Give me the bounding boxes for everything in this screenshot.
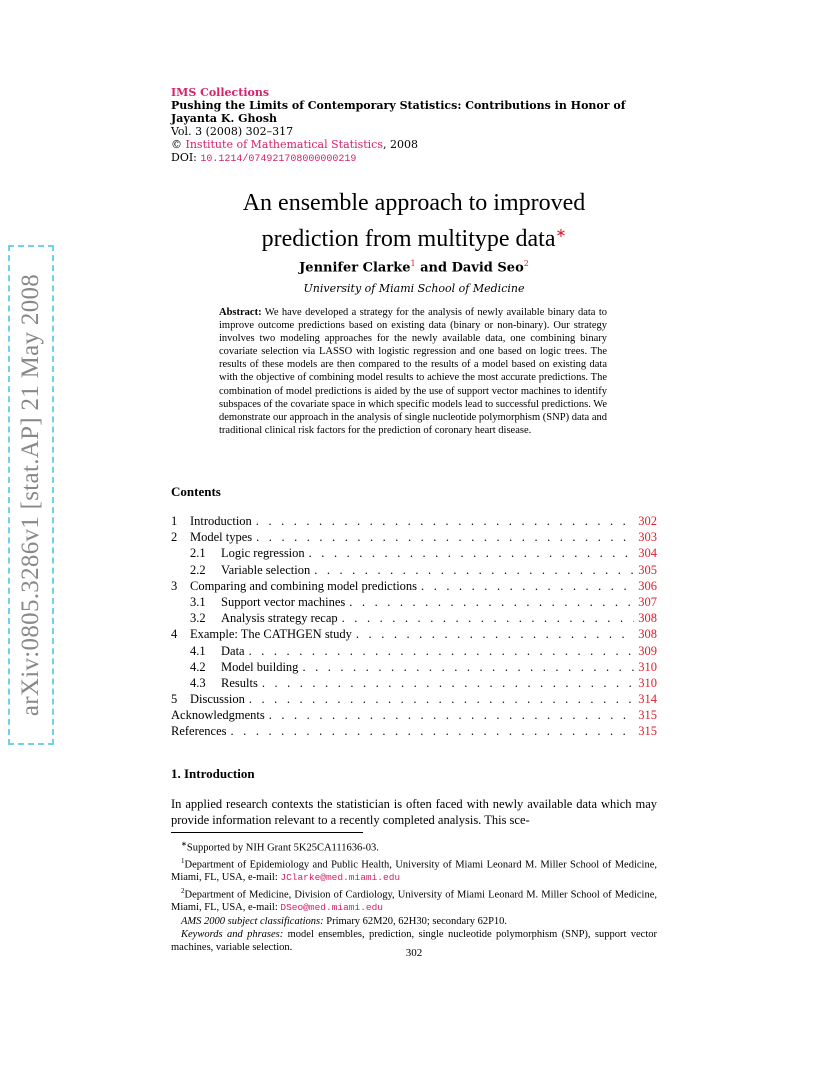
contents-heading: Contents <box>171 484 221 499</box>
toc-entry[interactable] <box>171 514 657 530</box>
toc-entry-number: 4 <box>171 627 178 642</box>
toc-entry-label[interactable]: Model building <box>221 659 299 674</box>
abstract <box>219 306 607 437</box>
introduction-text: In applied research contexts the statistician is often faced with newly available data which may provide information relevant to a recently completed analysis. This sce- <box>171 797 657 827</box>
toc-entry[interactable] <box>171 724 657 740</box>
affiliation: University of Miami School of Medicine <box>303 282 525 295</box>
toc-entry-number: 3.1 <box>190 594 206 609</box>
toc-entry[interactable] <box>171 563 657 579</box>
toc-entry[interactable] <box>171 611 657 627</box>
toc-entry-label[interactable]: Analysis strategy recap <box>221 611 338 626</box>
toc-entry-label[interactable]: Variable selection <box>221 562 311 577</box>
toc-leader-dots <box>342 611 635 626</box>
toc-entry[interactable] <box>171 708 657 724</box>
footnote-1: $^1$Department of Epidemiology and Public Health, University of Miami Leonard M. Miller School of Medicine, Miami, FL, USA, e-mail: JClarke@med.miami.edu <box>171 856 657 884</box>
author-list <box>160 259 668 275</box>
toc-entry-page-link[interactable]: 304 <box>638 546 657 561</box>
copyright-line <box>171 138 625 151</box>
email-clarke-link[interactable]: JClarke@med.miami.edu <box>280 872 401 884</box>
toc-entry-label[interactable]: Data <box>221 643 245 658</box>
toc-leader-dots <box>314 563 634 578</box>
abstract-text: We have developed a strategy for the analysis of newly available binary data to improve outcome predictions based on existing data (binary or non-binary). Our strategy involves two modeling approaches for the newly available data, one combining binary covariate selection via LASSO with logistic regression and one based on logic trees. The results of these models are then compared to the results of a model based on existing data with the objective of combining model results to achieve the most accurate predictions. The combination of model predictions is aided by the use of support vector machines to identify subspaces of the covariate space in which specific models lead to successful predictions. We demonstrate our approach in the analysis of single nucleotide polymorphism (SNP) data and traditional clinical risk factors for the prediction of coronary heart disease. <box>219 307 607 436</box>
toc-leader-dots <box>249 644 635 659</box>
toc-leader-dots <box>309 546 635 561</box>
footnote-2: $^2$Department of Medicine, Division of Cardiology, University of Miami Leonard M. Miller School of Medicine, Miami, FL, USA, e-mail: DSeo@med.miami.edu <box>171 886 657 914</box>
title-footnote-mark[interactable]: ∗ <box>555 225 567 240</box>
toc-entry-page-link[interactable]: 305 <box>638 562 657 577</box>
toc-entry-number: 2.1 <box>190 546 206 561</box>
toc-leader-dots <box>269 708 635 723</box>
toc-entry-number: 4.2 <box>190 659 206 674</box>
series-name[interactable]: IMS Collections <box>171 86 270 99</box>
toc-entry-label[interactable]: Example: The CATHGEN study <box>190 627 352 642</box>
toc-leader-dots <box>302 660 634 675</box>
toc-entry-page-link[interactable]: 302 <box>638 514 657 528</box>
toc-entry-number: 3.2 <box>190 611 206 626</box>
author-1-mark[interactable]: 1 <box>410 259 416 268</box>
toc-entry-page-link[interactable]: 307 <box>638 594 657 609</box>
toc-entry-page-link[interactable]: 303 <box>638 530 657 545</box>
book-title-line2: Jayanta K. Ghosh <box>171 112 278 125</box>
toc-entry-number: 4.3 <box>190 675 206 690</box>
ams-classification: AMS 2000 subject classifications: Primary 62M20, 62H30; secondary 62P10. <box>181 915 508 927</box>
toc-entry-page-link[interactable]: 310 <box>638 659 657 674</box>
copyright-symbol: © <box>171 138 182 151</box>
toc-entry-label[interactable]: Introduction <box>190 514 252 528</box>
title-line2: prediction from multitype data∗ <box>261 225 567 252</box>
toc-entry-page-link[interactable]: 309 <box>638 643 657 658</box>
abstract-label: Abstract: <box>219 307 262 318</box>
toc-entry-number: 3 <box>171 578 178 593</box>
journal-header <box>171 86 625 166</box>
arxiv-stamp-text: arXiv:0805.3286v1 [stat.AP] 21 May 2008 <box>17 273 44 717</box>
section-heading-introduction: 1. Introduction <box>171 766 255 781</box>
toc-entry-number: 4.1 <box>190 643 206 658</box>
toc-entry-label[interactable]: Results <box>221 675 258 690</box>
toc-entry-label[interactable]: Model types <box>190 530 253 545</box>
toc-entry-number: 5 <box>171 692 178 707</box>
paper-title <box>160 188 668 254</box>
publisher-link[interactable]: Institute of Mathematical Statistics <box>185 138 383 151</box>
doi-label: DOI: <box>171 151 201 164</box>
toc-entry-page-link[interactable]: 315 <box>638 724 657 739</box>
toc-entry-page-link[interactable]: 310 <box>638 675 657 690</box>
author-2-mark[interactable]: 2 <box>523 259 529 268</box>
toc-entry-number: 2 <box>171 530 178 545</box>
doi-link[interactable]: 10.1214/074921708000000219 <box>200 154 357 165</box>
toc-entry[interactable] <box>171 692 657 708</box>
arxiv-stamp <box>8 245 54 745</box>
toc-leader-dots <box>356 627 634 642</box>
toc-entry-label[interactable]: Logic regression <box>221 546 305 561</box>
toc-entry-label[interactable]: Acknowledgments <box>171 708 265 723</box>
email-seo-link[interactable]: DSeo@med.miami.edu <box>280 902 383 914</box>
toc-entry[interactable] <box>171 644 657 660</box>
toc-entry[interactable] <box>171 660 657 676</box>
author-2: David Seo <box>451 260 524 276</box>
toc-leader-dots <box>256 514 634 529</box>
book-title-line1: Pushing the Limits of Contemporary Statistics: Contributions in Honor of <box>171 99 626 112</box>
toc-entry-label[interactable]: Discussion <box>190 692 245 707</box>
copyright-year: , 2008 <box>382 138 418 151</box>
toc-entry-page-link[interactable]: 315 <box>638 708 657 723</box>
volume-info: Vol. 3 (2008) 302–317 <box>171 125 294 138</box>
toc-entry[interactable] <box>171 676 657 692</box>
toc-entry[interactable] <box>171 530 657 546</box>
toc-leader-dots <box>256 530 634 545</box>
toc-entry-label[interactable]: Support vector machines <box>221 594 346 609</box>
footnote-star: ∗Supported by NIH Grant 5K25CA111636-03. <box>181 840 379 854</box>
toc-entry-number: 2.2 <box>190 562 206 577</box>
toc-leader-dots <box>262 676 634 691</box>
doi-line <box>171 151 625 166</box>
toc-entry[interactable] <box>171 595 657 611</box>
author-and: and <box>415 260 452 276</box>
toc-entry-label[interactable]: References <box>171 724 227 739</box>
toc-leader-dots <box>421 579 634 594</box>
toc-leader-dots <box>249 692 634 707</box>
footnotes <box>171 838 657 954</box>
toc-entry-page-link[interactable]: 306 <box>638 578 657 593</box>
toc-entry[interactable] <box>171 579 657 595</box>
toc-entry[interactable] <box>171 546 657 562</box>
author-1: Jennifer Clarke <box>299 260 411 276</box>
toc-leader-dots <box>349 595 634 610</box>
table-of-contents <box>171 514 657 741</box>
toc-entry-page-link[interactable]: 314 <box>638 692 657 707</box>
title-line1: An ensemble approach to improved <box>242 190 586 216</box>
toc-entry-number: 1 <box>171 514 178 528</box>
toc-entry-page-link[interactable]: 308 <box>638 627 657 642</box>
keywords: Keywords and phrases: model ensembles, prediction, single nucleotide polymorphism (SNP), support vector machines, variable selection. <box>171 928 658 953</box>
toc-entry-label[interactable]: Comparing and combining model predictions <box>190 578 418 593</box>
toc-entry-page-link[interactable]: 308 <box>638 611 657 626</box>
toc-entry[interactable] <box>171 627 657 643</box>
footnote-rule <box>171 832 363 833</box>
toc-leader-dots <box>231 724 635 739</box>
page-number: 302 <box>405 947 423 959</box>
